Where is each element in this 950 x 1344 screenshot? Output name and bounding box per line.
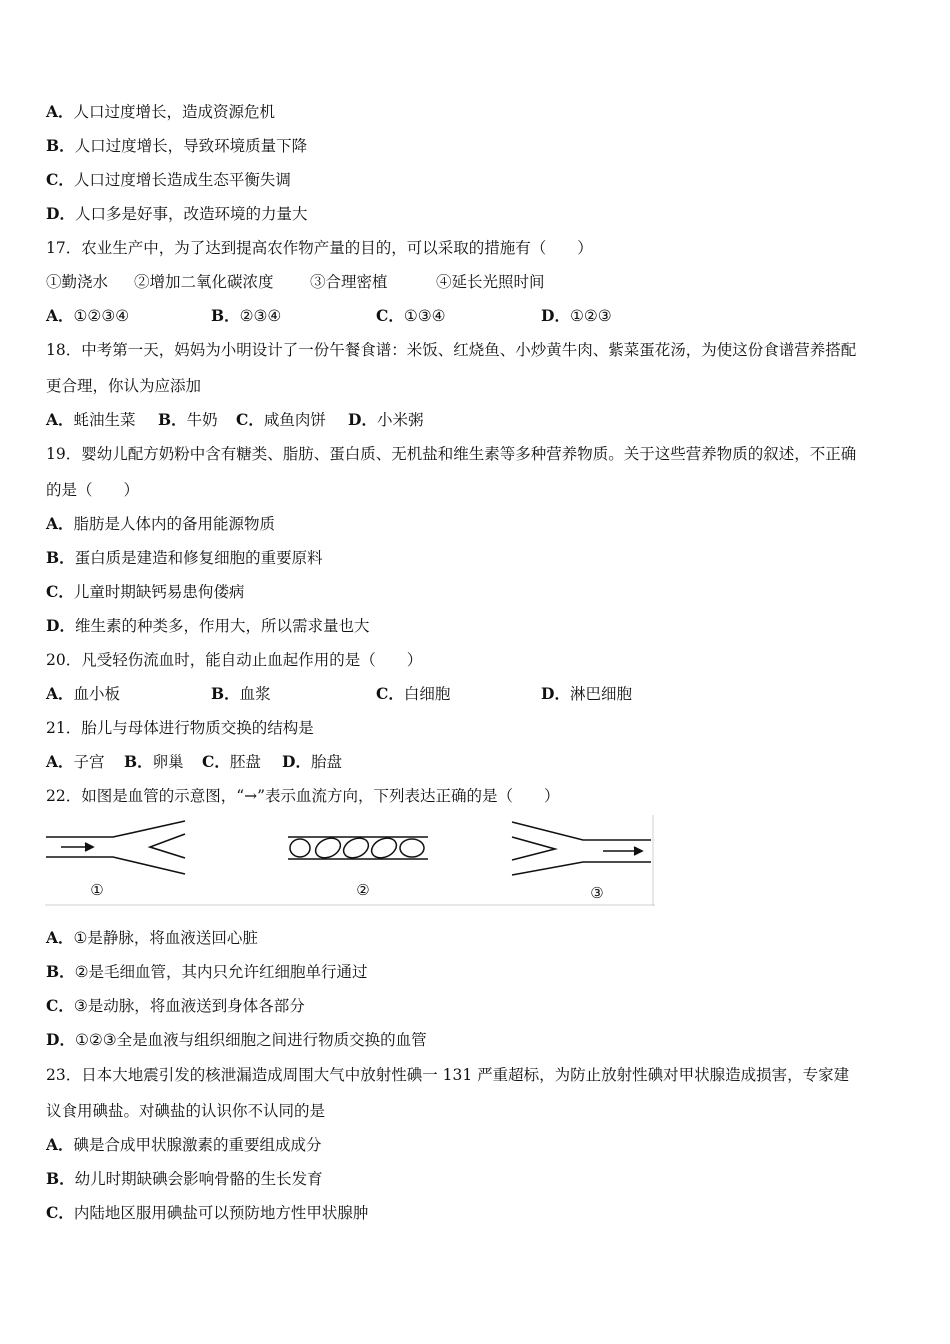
q22-option-c: C．③是动脉，将血液送到身体各部分 (46, 996, 305, 1015)
q17-option-b: B．②③④ (211, 306, 282, 325)
vessel-1-diagram (46, 821, 185, 874)
blood-vessel-figure (45, 815, 655, 906)
q21-option-b: B．卵巢 (124, 752, 184, 771)
q17-stem: 17．农业生产中，为了达到提高农作物产量的目的，可以采取的措施有（ ） (46, 239, 593, 257)
q18-stem-line2: 更合理，你认为应添加 (46, 377, 202, 395)
q21-option-d: D．胎盘 (282, 752, 342, 771)
q20-options (46, 684, 632, 704)
q19-option-b: B．蛋白质是建造和修复细胞的重要原料 (46, 548, 323, 567)
vessel-3-label: ③ (590, 884, 604, 902)
q17-items (46, 272, 545, 292)
q18-option-a: A．蚝油生菜 (46, 410, 136, 429)
q19-option-d: D．维生素的种类多，作用大，所以需求量也大 (46, 616, 370, 635)
q16-option-c: C．人口过度增长造成生态平衡失调 (46, 170, 291, 189)
q22-option-d: D．①②③全是血液与组织细胞之间进行物质交换的血管 (46, 1030, 427, 1049)
vessel-3-diagram (512, 822, 651, 875)
q20-option-d: D．淋巴细胞 (541, 684, 632, 703)
q16-option-b: B．人口过度增长，导致环境质量下降 (46, 136, 308, 155)
q20-stem: 20．凡受轻伤流血时，能自动止血起作用的是（ ） (46, 651, 423, 669)
q17-item-2: ②增加二氧化碳浓度 (134, 273, 274, 291)
q18-options (46, 410, 423, 430)
q22-stem: 22．如图是血管的示意图，“→”表示血流方向，下列表达正确的是（ ） (46, 787, 560, 805)
q18-stem-line1: 18．中考第一天，妈妈为小明设计了一份午餐食谱：米饭、红烧鱼、小炒黄牛肉、紫菜蛋花汤，为使这份食谱营养搭配 (46, 341, 857, 359)
q23-stem-line1: 23．日本大地震引发的核泄漏造成周围大气中放射性碘一 131 严重超标，为防止放射性碘对甲状腺造成损害，专家建 (46, 1066, 850, 1084)
q21-options (46, 752, 342, 772)
vessel-2-label: ② (356, 881, 370, 899)
q22-option-b: B．②是毛细血管，其内只允许红细胞单行通过 (46, 962, 368, 981)
vessel-2-diagram (288, 834, 428, 861)
q17-item-3: ③合理密植 (310, 273, 388, 291)
q23-option-c: C．内陆地区服用碘盐可以预防地方性甲状腺肿 (46, 1203, 369, 1222)
q21-option-c: C．胚盘 (202, 752, 261, 771)
q17-item-4: ④延长光照时间 (436, 273, 545, 291)
q22-option-a: A．①是静脉，将血液送回心脏 (46, 928, 258, 947)
q17-option-c: C．①③④ (376, 306, 446, 325)
q20-option-c: C．白细胞 (376, 684, 451, 703)
q17-option-a: A．①②③④ (46, 306, 130, 325)
q18-option-d: D．小米粥 (348, 410, 424, 429)
q20-option-a: A．血小板 (46, 684, 121, 703)
q17-item-1: ①勤浇水 (46, 273, 109, 291)
q17-options (46, 306, 612, 326)
q19-stem-line2: 的是（ ） (46, 481, 140, 499)
q21-option-a: A．子宫 (46, 752, 105, 771)
q17-option-d: D．①②③ (541, 306, 612, 325)
q19-option-a: A．脂肪是人体内的备用能源物质 (46, 514, 276, 533)
q23-option-a: A．碘是合成甲状腺激素的重要组成成分 (46, 1135, 322, 1154)
q19-stem-line1: 19．婴幼儿配方奶粉中含有糖类、脂肪、蛋白质、无机盐和维生素等多种营养物质。关于这些营养物质的叙述，不正确 (46, 445, 857, 463)
q18-option-b: B．牛奶 (158, 410, 218, 429)
q23-option-b: B．幼儿时期缺碘会影响骨骼的生长发育 (46, 1169, 323, 1188)
q16-option-a: A．人口过度增长，造成资源危机 (46, 102, 276, 121)
q19-option-c: C．儿童时期缺钙易患佝偻病 (46, 582, 245, 601)
q20-option-b: B．血浆 (211, 684, 271, 703)
q18-option-c: C．咸鱼肉饼 (236, 410, 326, 429)
vessel-1-label: ① (90, 881, 104, 899)
q16-option-d: D．人口多是好事，改造环境的力量大 (46, 204, 308, 223)
q23-stem-line2: 议食用碘盐。对碘盐的认识你不认同的是 (46, 1102, 326, 1120)
q21-stem: 21．胎儿与母体进行物质交换的结构是 (46, 719, 314, 737)
